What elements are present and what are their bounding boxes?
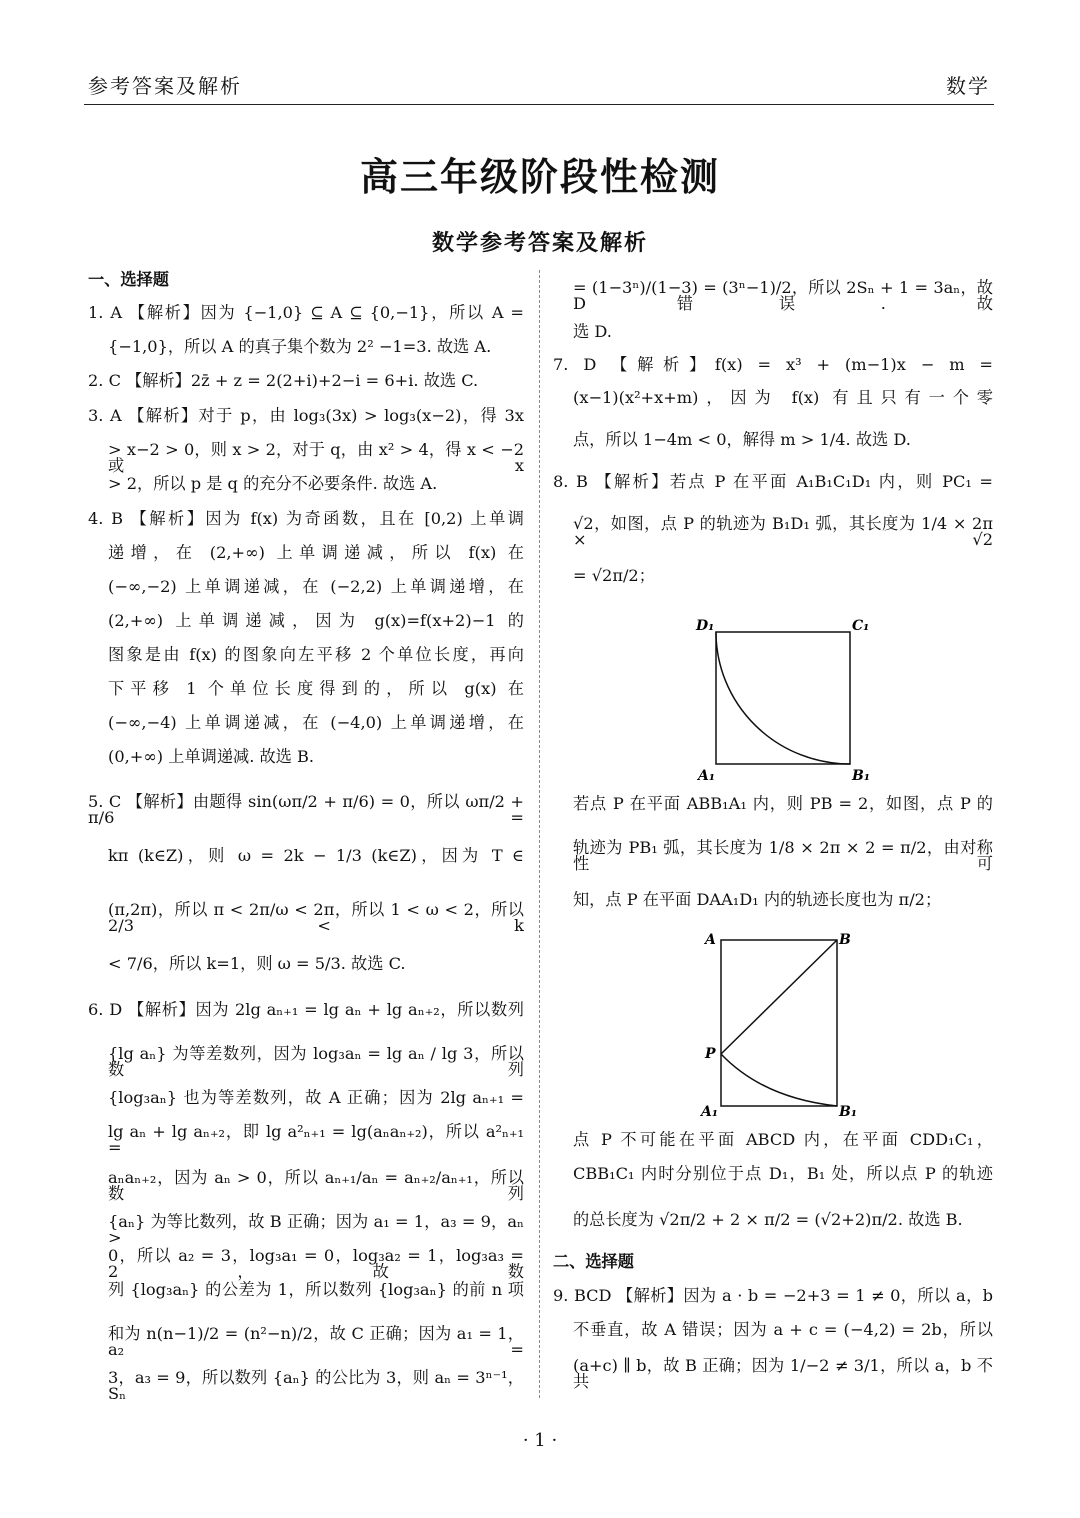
- column-divider: [539, 270, 540, 1398]
- answer-line: (π,2π)，所以 π < 2π/ω < 2π，所以 1 < ω < 2，所以 2/3 < k: [108, 900, 524, 936]
- figure-square-d1c1b1a1: [688, 614, 878, 786]
- page-header: [88, 70, 990, 104]
- answer-line: (2,+∞) 上单调递减，因为 g(x)=f(x+2)−1 的: [108, 611, 524, 630]
- answer-line: 不垂直，故 A 错误；因为 a + c = (−4,2) = 2b，所以: [573, 1320, 993, 1339]
- answer-line: 点，所以 1−4m < 0，解得 m > 1/4. 故选 D.: [573, 430, 911, 449]
- answer-line: 的总长度为 √2π/2 + 2 × π/2 = (√2+2)π/2. 故选 B.: [573, 1210, 963, 1229]
- answer-line: 5. C 【解析】由题得 sin(ωπ/2 + π/6) = 0，所以 ωπ/2 + π/6 =: [88, 792, 524, 828]
- answer-line: 9. BCD 【解析】因为 a · b = −2+3 = 1 ≠ 0，所以 a，b: [553, 1286, 993, 1305]
- answer-line: √2，如图，点 P 的轨迹为 B₁D₁ 弧，其长度为 1/4 × 2π × √2: [573, 514, 993, 550]
- answer-line: (−∞,−4) 上单调递减，在 (−4,0) 上单调递增，在: [108, 713, 524, 732]
- label-b1: B₁: [839, 1104, 857, 1120]
- answer-line: {aₙ} 为等比数列，故 B 正确；因为 a₁ = 1，a₃ = 9，aₙ >: [108, 1212, 524, 1248]
- answer-line: CBB₁C₁ 内时分别位于点 D₁，B₁ 处，所以点 P 的轨迹: [573, 1164, 993, 1183]
- answer-line: 1. A 【解析】因为 {−1,0} ⊆ A ⊆ {0,−1}，所以 A =: [88, 303, 524, 322]
- answer-line: 8. B 【解析】若点 P 在平面 A₁B₁C₁D₁ 内，则 PC₁ =: [553, 472, 993, 491]
- answer-line: (−∞,−2) 上单调递减，在 (−2,2) 上单调递增，在: [108, 577, 524, 596]
- answer-line: 和为 n(n−1)/2 = (n²−n)/2，故 C 正确；因为 a₁ = 1，a₂ =: [108, 1324, 524, 1360]
- label-a1: A₁: [701, 1104, 718, 1120]
- section-heading-2: 二、选择题: [553, 1252, 634, 1271]
- page-subtitle: 数学参考答案及解析: [431, 230, 648, 256]
- header-right: 数学: [946, 74, 990, 98]
- label-b: B: [839, 932, 851, 948]
- answer-line: 选 D.: [573, 322, 612, 341]
- answer-line: 3. A 【解析】对于 p，由 log₃(3x) > log₃(x−2)，得 3x: [88, 406, 524, 425]
- label-c1: C₁: [852, 618, 870, 634]
- figure-rect-abp: [693, 928, 857, 1120]
- label-b1: B₁: [852, 768, 870, 784]
- answer-line: 2. C 【解析】2z̄ + z = 2(2+i)+2−i = 6+i. 故选 C.: [88, 371, 479, 390]
- figure-2-svg: [693, 928, 857, 1120]
- answer-line: < 7/6，所以 k=1，则 ω = 5/3. 故选 C.: [108, 954, 406, 973]
- answer-line: aₙaₙ₊₂，因为 aₙ > 0，所以 aₙ₊₁/aₙ = aₙ₊₂/aₙ₊₁，所以数列: [108, 1168, 524, 1204]
- section-heading-1: 一、选择题: [88, 270, 169, 289]
- page-title: 高三年级阶段性检测: [359, 154, 720, 199]
- answer-line: 6. D 【解析】因为 2lg aₙ₊₁ = lg aₙ + lg aₙ₊₂，所以数列: [88, 1000, 524, 1019]
- header-rule: [84, 104, 994, 105]
- answer-line: 4. B 【解析】因为 f(x) 为奇函数，且在 [0,2) 上单调: [88, 509, 524, 528]
- answer-line: 递增，在 (2,+∞) 上单调递减，所以 f(x) 在: [108, 543, 524, 562]
- label-p: P: [705, 1046, 716, 1062]
- answer-line: (a+c) ∥ b，故 B 正确；因为 1/−2 ≠ 3/1，所以 a，b 不共: [573, 1356, 993, 1392]
- answer-line: 若点 P 在平面 ABB₁A₁ 内，则 PB = 2，如图，点 P 的: [573, 794, 993, 813]
- answer-line: (0,+∞) 上单调递减. 故选 B.: [108, 747, 315, 766]
- answer-line: 下平移 1 个单位长度得到的，所以 g(x) 在: [108, 679, 524, 698]
- answer-line: = √2π/2；: [573, 566, 655, 585]
- answer-line: lg aₙ + lg aₙ₊₂，即 lg a²ₙ₊₁ = lg(aₙaₙ₊₂)，所以 a²ₙ₊₁ =: [108, 1122, 524, 1158]
- figure-1-svg: [688, 614, 878, 786]
- answer-line: > x−2 > 0，则 x > 2，对于 q，由 x² > 4，得 x < −2 或 x: [108, 440, 524, 476]
- page-number: · 1 ·: [522, 1430, 558, 1451]
- label-a: A: [705, 932, 716, 948]
- answer-line: {lg aₙ} 为等差数列，因为 log₃aₙ = lg aₙ / lg 3，所以数列: [108, 1044, 524, 1080]
- answer-line: 7. D 【解析】f(x) = x³ + (m−1)x − m =: [553, 355, 993, 374]
- answer-line: {log₃aₙ} 也为等差数列，故 A 正确；因为 2lg aₙ₊₁ =: [108, 1088, 524, 1107]
- answer-line: 点 P 不可能在平面 ABCD 内，在平面 CDD₁C₁，: [573, 1130, 993, 1149]
- answer-line: > 2，所以 p 是 q 的充分不必要条件. 故选 A.: [108, 474, 438, 493]
- answer-line: (x−1)(x²+x+m)，因为 f(x) 有且只有一个零: [573, 388, 993, 407]
- answer-line: 知，点 P 在平面 DAA₁D₁ 内的轨迹长度也为 π/2；: [573, 890, 942, 909]
- header-left: 参考答案及解析: [88, 74, 242, 98]
- label-d1: D₁: [696, 618, 715, 634]
- label-a1: A₁: [698, 768, 715, 784]
- answer-line: 列 {log₃aₙ} 的公差为 1，所以数列 {log₃aₙ} 的前 n 项: [108, 1280, 524, 1299]
- answer-line: 轨迹为 PB₁ 弧，其长度为 1/8 × 2π × 2 = π/2，由对称性可: [573, 838, 993, 874]
- answer-line: {−1,0}，所以 A 的真子集个数为 2² −1=3. 故选 A.: [108, 337, 492, 356]
- answer-line: 3，a₃ = 9，所以数列 {aₙ} 的公比为 3，则 aₙ = 3ⁿ⁻¹，Sₙ: [108, 1368, 524, 1404]
- answer-line: kπ (k∈Z)，则 ω = 2k − 1/3 (k∈Z)，因为 T ∈: [108, 846, 524, 865]
- answer-line: = (1−3ⁿ)/(1−3) = (3ⁿ−1)/2，所以 2Sₙ + 1 = 3aₙ，故 D 错误. 故: [573, 278, 993, 314]
- answer-line: 图象是由 f(x) 的图象向左平移 2 个单位长度，再向: [108, 645, 524, 664]
- answer-line: 0，所以 a₂ = 3，log₃a₁ = 0，log₃a₂ = 1，log₃a₃ = 2，故数: [108, 1246, 524, 1282]
